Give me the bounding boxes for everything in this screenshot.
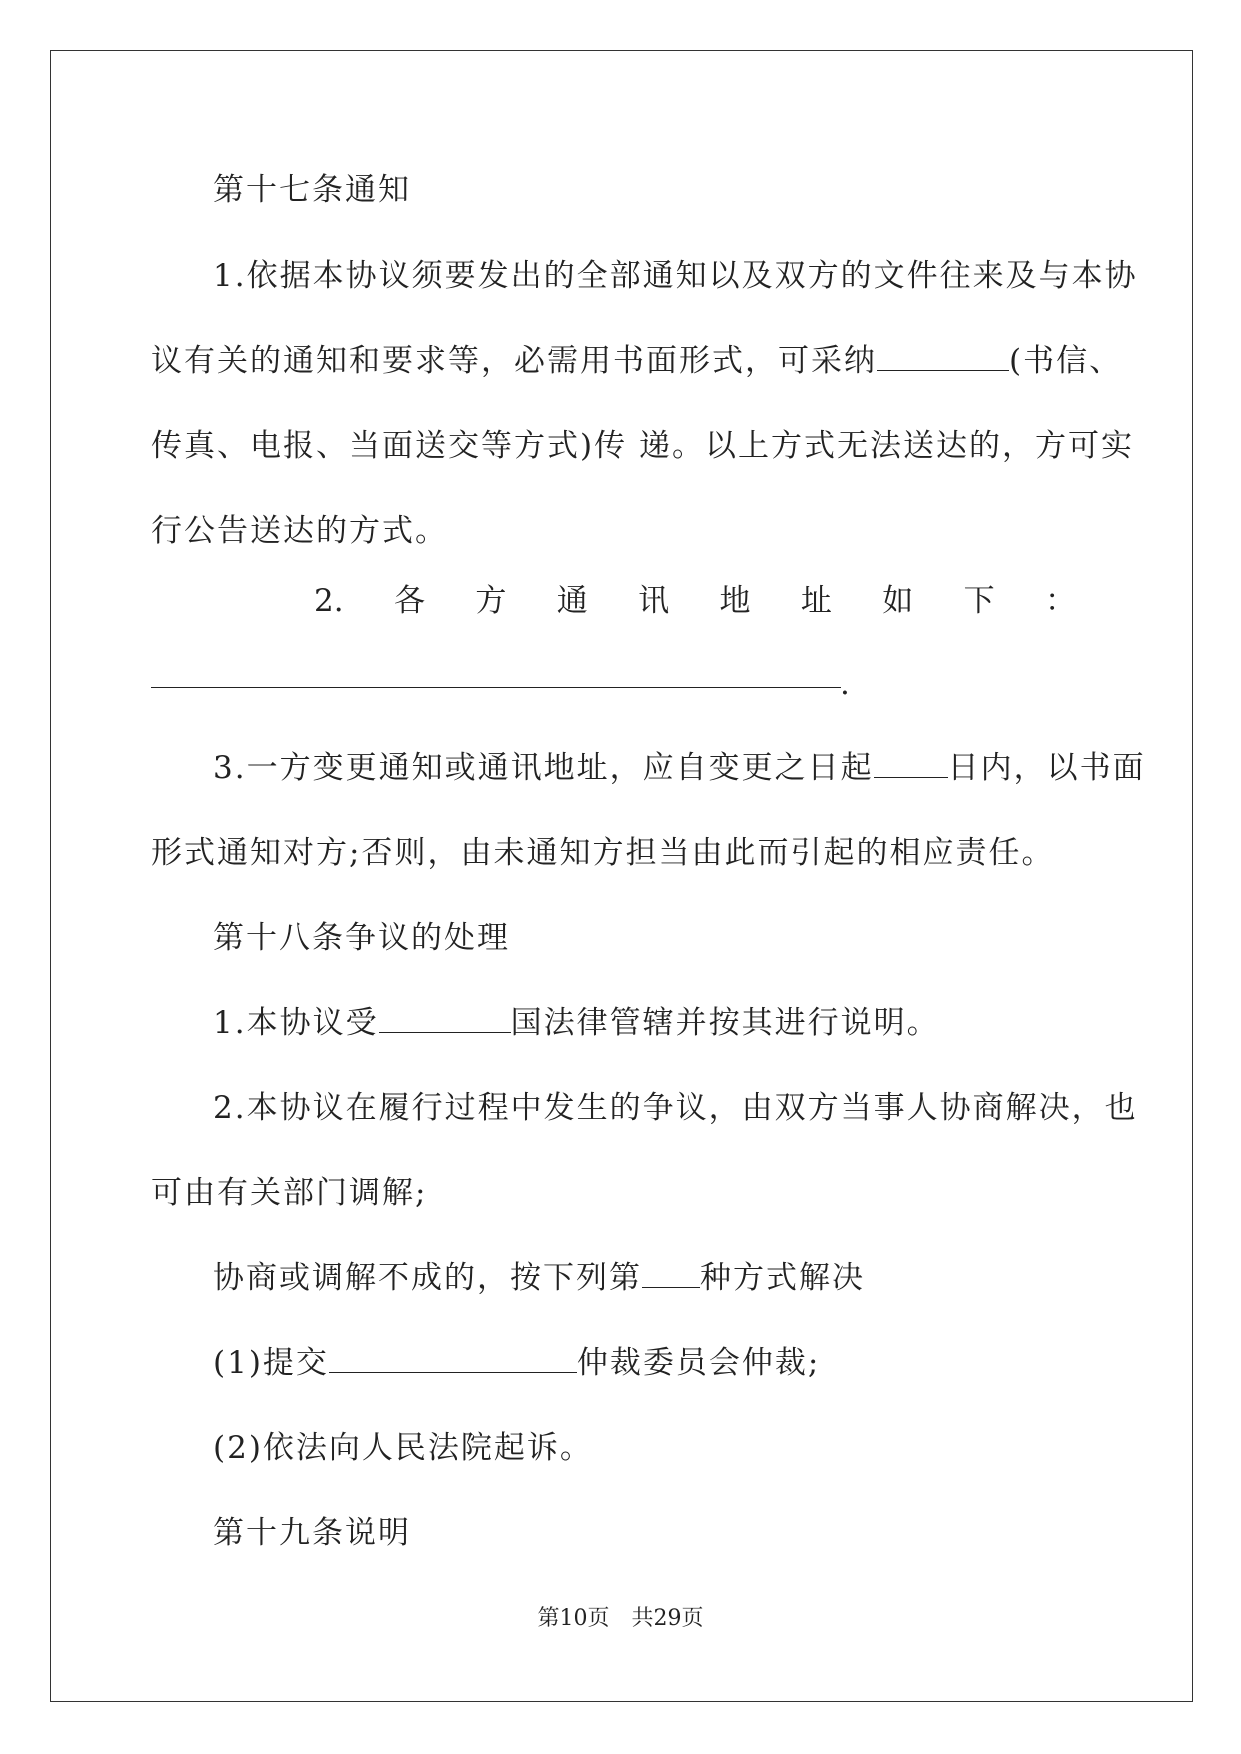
page-number-footer: 第10页 共29页 bbox=[537, 1606, 704, 1631]
art18-option1 bbox=[213, 1343, 820, 1383]
art18-paragraph1 bbox=[213, 1003, 940, 1043]
spread-char: 地 bbox=[719, 583, 751, 619]
art18-p3-text-a: 协商或调解不成的，按下列第 bbox=[213, 1260, 642, 1296]
art17-p3-text-b: 日内，以书面 bbox=[947, 750, 1146, 786]
spread-char: ： bbox=[1044, 583, 1076, 619]
art17-paragraph1-line1: 1.依据本协议须要发出的全部通知以及双方的文件往来及与本协 bbox=[213, 258, 1138, 294]
art18-paragraph2-line1: 2.本协议在履行过程中发生的争议，由双方当事人协商解决，也 bbox=[213, 1090, 1138, 1126]
address-blank-line bbox=[151, 687, 841, 688]
art17-paragraph2-spread bbox=[151, 581, 1076, 621]
art18-p3-text-b: 种方式解决 bbox=[700, 1260, 865, 1296]
art18-p1-text-a: 1.本协议受 bbox=[213, 1005, 379, 1041]
art17-p3-text-a: 3.一方变更通知或通讯地址，应自变更之日起 bbox=[213, 750, 874, 786]
address-blank-end: . bbox=[840, 666, 850, 702]
spread-char: 讯 bbox=[638, 583, 670, 619]
art17-paragraph1-line3: 传真、电报、当面送交等方式)传 递。以上方式无法送达的，方可实 bbox=[151, 428, 1134, 464]
art18-paragraph2-line2: 可由有关部门调解; bbox=[151, 1175, 428, 1211]
spread-char: 各 bbox=[393, 583, 425, 619]
days-blank bbox=[874, 749, 948, 778]
option-number-blank bbox=[642, 1259, 700, 1288]
art17-paragraph3-line2: 形式通知对方;否则，由未通知方担当由此而引起的相应责任。 bbox=[151, 835, 1055, 871]
article-19-heading: 第十九条说明 bbox=[213, 1515, 411, 1551]
art18-paragraph3 bbox=[213, 1258, 865, 1298]
method-blank bbox=[877, 342, 1009, 371]
spread-char: 方 bbox=[475, 583, 507, 619]
spread-char: 2. bbox=[314, 583, 344, 619]
art17-p1-line2-text-a: 议有关的通知和要求等，必需用书面形式，可采纳 bbox=[151, 343, 877, 379]
spread-char: 通 bbox=[556, 583, 588, 619]
country-blank bbox=[379, 1004, 511, 1033]
spread-char: 如 bbox=[882, 583, 914, 619]
art18-opt1-text-b: 仲裁委员会仲裁; bbox=[576, 1345, 821, 1381]
art17-paragraph1-line4: 行公告送达的方式。 bbox=[151, 513, 448, 549]
spread-char: 下 bbox=[963, 583, 995, 619]
article-17-heading: 第十七条通知 bbox=[213, 172, 411, 208]
art17-paragraph1-line2 bbox=[151, 341, 1122, 381]
art17-paragraph3-line1 bbox=[213, 748, 1146, 788]
art18-option2: (2)依法向人民法院起诉。 bbox=[213, 1430, 593, 1466]
art17-p1-line2-text-b: (书信、 bbox=[1009, 343, 1123, 379]
arbitration-blank bbox=[329, 1344, 577, 1373]
article-18-heading: 第十八条争议的处理 bbox=[213, 920, 510, 956]
art18-p1-text-b: 国法律管辖并按其进行说明。 bbox=[510, 1005, 940, 1041]
spread-char: 址 bbox=[800, 583, 832, 619]
art18-opt1-text-a: (1)提交 bbox=[213, 1345, 329, 1381]
